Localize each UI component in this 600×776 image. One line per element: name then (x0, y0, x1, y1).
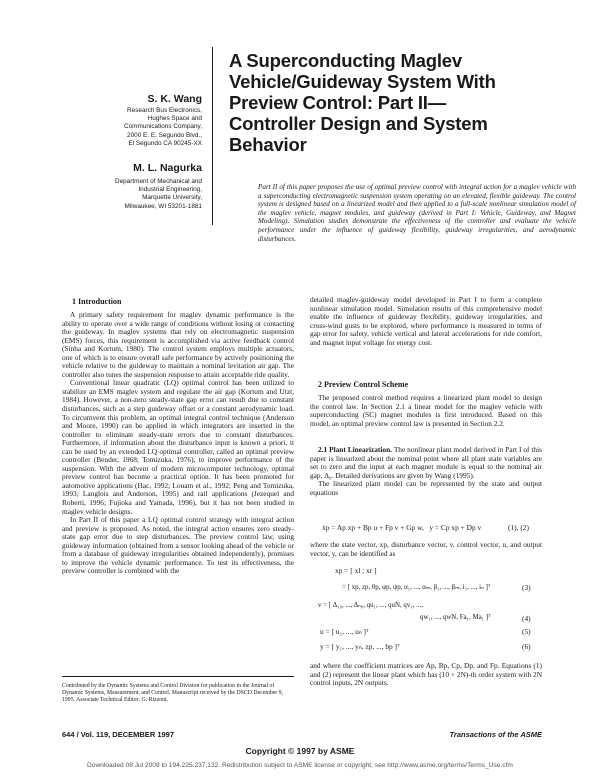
author-affiliation: Research Bus Electronics, Hughes Space and Communications Company, 2000 E. E. Segundo Blvd., El Segundo CA 90245-XX (123, 107, 202, 147)
author-affiliation: Department of Mechanical and Industrial Engineering, Marquette University, Milwaukee, WI 53201-1881 (114, 178, 202, 210)
left-column (62, 311, 294, 666)
equation-6: y = [ y₁, ..., yₙ, zp, ..., bp ]ᵀ (320, 642, 400, 651)
equation-4a: v = [ Δ₁₀, ..., Δₙ₀, qu₁, ..., quN, qv₁, ..., (318, 602, 424, 609)
equation-5: u = [ u₁, ..., uₙ ]ᵀ (320, 627, 369, 636)
paragraph: detailed maglev-guideway model developed in Part I to form a complete nonlinear simulation model. Simulation results of this comprehensive model enable the influence of guideway flexibility, guideway irregularities, and cross-wind gusts to be explored, where performance is measured in terms of gap error for safety, vehicle vertical and lateral accelerations for ride comfort, and magnet input voltage for energy cost. (310, 295, 542, 347)
paragraph: where the state vector, xp, disturbance vector, v, control vector, u, and output vector, y, can be identified as (310, 540, 542, 558)
plant-paragraph: 2.1 Plant Linearization. The nonlinear plant model derived in Part I of this paper is linearized about the nominal point where all plant state variables are set to zero and the input at each magnet module is equal to the nominal air gap, Δ₀. Detailed derivations are given by Wang (1995). The linearized plant model can be represented by the state and output equations (310, 445, 542, 497)
equation-number: (3) (522, 583, 531, 592)
paragraph: Conventional linear quadratic (LQ) optimal control has been utilized to stabilize an EMS maglev system and regulate the air gap (Kortum and Utzt, 1984). However, a non-zero steady-state gap error can result due to constant disturbances, such as a step guideway offset or a constant aerodynamic load. To circumvent this problem, an optimal integral control technique (Anderson and Moore, 1990) can be applied in which integrators are inserted in the controller to eliminate steady-state errors due to constant disturbances. Furthermore, if information about the disturbance input is known a priori, it can be used by an extended LQ optimal controller, called an optimal preview controller (Bender, 1968; Tomizuka, 1976), to improve performance of the suspension. With the advent of modern microcomputer technology, optimal preview control has become a practical option. It has been promoted for automotive applications (Hac, 1992; Louam et al., 1992; Peng and Tomizuka, 1993; Langlois and Anderson, 1995) and rail applications (Jezequel and Roberti, 1996; Fujioka and Yamada, 1996), but it has not been studied in maglev vehicle designs. (62, 378, 294, 516)
section-heading: 2 Preview Control Scheme (318, 380, 409, 389)
section-heading: 1 Introduction (72, 297, 122, 306)
paragraph: and where the coefficient matrices are Ap, Bp, Cp, Dp, and Fp. Equations (1) and (2) represent the linear plant which has (10 + 2N)-th order system with 2N control inputs, 2N outputs. (310, 661, 542, 688)
equation-4b: qw₁, ..., qwN, Fa₁, Ma₁ ]ᵀ (420, 614, 491, 621)
abstract: Part II of this paper proposes the use of optimal preview control with integral action for a maglev vehicle with a superconducting electromagnetic suspension system operating on an elevated, flexible guideway. The control system is designed based on a linearized model and then applied to a full-scale nonlinear simulation model of the maglev vehicle, magnet modules, and guideway (derived in Part I: Vehicle, Guideway, and Magnet Modeling). Simulation studies demonstrate the effectiveness of the controller and evaluate the vehicle performance under the influence of guideway flexibility, guideway irregularities, and aerodynamic disturbances. (258, 183, 576, 243)
paragraph: In Part II of this paper a LQ optimal control strategy with integral action and preview is proposed. As noted, the integral action ensures zero steady-state gap error due to step disturbances. The preview control law, using guideway information (obtained from a sensor looking ahead of the vehicle or from a database of guideway irregularities obtained independently), promises to improve the vehicle dynamic performance. To test its effectiveness, the preview controller is combined with the (62, 515, 294, 576)
page-footer-right: Transactions of the ASME (449, 730, 542, 739)
equation-number: (6) (522, 642, 531, 651)
footnote-rule (62, 676, 294, 677)
title-line: Behavior (229, 134, 307, 155)
title-line: Vehicle/Guideway System With (229, 71, 496, 92)
right-column-top (310, 296, 542, 347)
equation-xp: xp = [ xl ; xr ] (335, 566, 377, 575)
equation-number: (1), (2) (508, 523, 529, 532)
page-footer-left: 644 / Vol. 119, DECEMBER 1997 (62, 730, 174, 739)
paper-title (229, 50, 579, 155)
title-line: A Superconducting Maglev (229, 50, 462, 71)
title-line: Preview Control: Part II— (229, 92, 447, 113)
title-line: Controller Design and System (229, 113, 488, 134)
equation-number: (5) (522, 627, 531, 636)
equation-state: ẋp = Ap xp + Bp u + Fp v + Gp w, y = Cp xp + Dp v (322, 523, 482, 532)
footnote: Contributed by the Dynamic Systems and Control Division for publication in the Journal of Dynamic Systems, Measurement, and Control. Manuscript received by the DSCD December 9, 1995. Associate Technical Editor: G. Rizzoni. (62, 683, 284, 703)
preview-paragraph: The proposed control method requires a linearized plant model to design the control law. In Section 2.1 a linear model for the maglev vehicle with superconducting (SC) magnet modules is first introduced. Based on this model, an optimal preview control law is presented in Section 2.2. (310, 393, 542, 428)
download-notice: Downloaded 08 Jul 2008 to 194.225.237.132. Redistribution subject to ASME license or copyright; see http://www.asme.org/terms/Terms_Use.cfm (87, 762, 513, 769)
author-name: M. L. Nagurka (133, 162, 202, 174)
paragraph: A primary safety requirement for maglev dynamic performance is the ability to operate over a wide range of conditions without losing or contacting the guideway. In maglev systems that rely on electromagnetic suspension (EMS) forces, this requirement is accomplished via active feedback control (Sinha and Kortum, 1980). The control system employs multiple actuators, one of which is to ensure overall safe performance by actively positioning the vehicle relative to the guideway to maintain a nominal levitation air gap. The controller also tunes the suspension response to attain acceptable ride quality. (62, 311, 294, 379)
equation-number: (4) (522, 614, 531, 623)
copyright: Copyright © 1997 by ASME (245, 746, 355, 756)
equation-3: = [ xp, zp, θp, φp, ψp, α₁, ..., αₘ, β₁, ..., βₘ, i₁, ..., iₙ ]ᵀ (342, 584, 491, 591)
subsection-heading: 2.1 Plant Linearization. (318, 445, 393, 454)
author-name: S. K. Wang (147, 93, 202, 105)
title-divider (212, 47, 213, 225)
